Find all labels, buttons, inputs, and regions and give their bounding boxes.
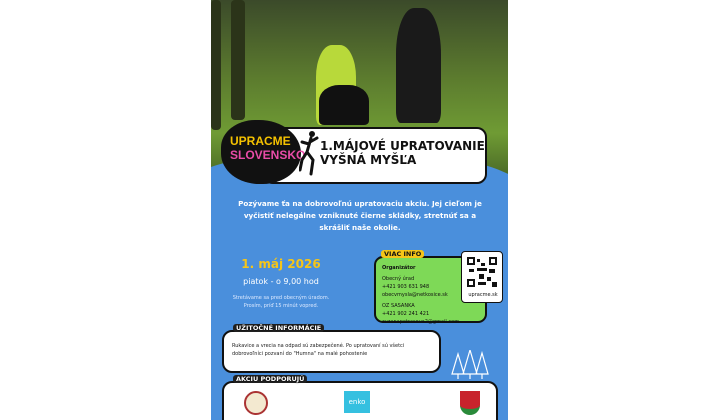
supporters-heading: AKCIU PODPORUJÚ bbox=[233, 375, 307, 383]
supporters-box bbox=[222, 381, 498, 420]
organizer-label: Organizátor bbox=[382, 265, 416, 271]
qr-code[interactable] bbox=[461, 251, 503, 303]
logo-line-2: SLOVENSKO bbox=[230, 148, 306, 162]
poster bbox=[211, 0, 508, 420]
contact-phone: +421 902 241 421 bbox=[382, 311, 430, 317]
logo-line-1: UPRACME bbox=[230, 134, 291, 148]
title-line-1: 1.MÁJOVÉ UPRATOVANIE bbox=[320, 139, 485, 153]
meeting-note: Stretávame sa pred obecným úradom. Prosím, príď 15 minút vopred. bbox=[232, 295, 330, 309]
event-date: 1. máj 2026 bbox=[241, 257, 321, 271]
title-line-2: VYŠNÁ MYŠĽA bbox=[320, 153, 417, 167]
useful-info-box bbox=[222, 330, 441, 373]
upracme-slovensko-logo bbox=[221, 120, 306, 184]
more-info-heading: VIAC INFO bbox=[381, 250, 424, 258]
qr-label: upracme.sk bbox=[468, 292, 498, 298]
contact-line: OZ SASANKA bbox=[382, 303, 415, 309]
coat-of-arms-logo bbox=[460, 391, 480, 415]
trees-icon bbox=[451, 350, 489, 380]
contact-phone: +421 903 631 948 bbox=[382, 284, 430, 290]
contact-line: Obecný úrad bbox=[382, 276, 415, 282]
event-time: piatok - o 9,00 hod bbox=[243, 277, 319, 286]
intro-text: Pozývame ťa na dobrovoľnú upratovaciu akciu. Jej cieľom je vyčistiť nelegálne vzniknuté čierne skládky, stretnúť sa a skrášliť naše okolie. bbox=[238, 199, 482, 232]
contact-email[interactable]: obecvmysla@netkosice.sk bbox=[382, 292, 448, 298]
enko-logo: enko bbox=[344, 391, 370, 413]
village-seal-logo bbox=[244, 391, 268, 415]
useful-info-text: Rukavice a vrecia na odpad sú zabezpečené. Po upratovaní sú všetci dobrovoľníci pozvaní do "Humna" na malé pohostenie bbox=[232, 343, 405, 357]
useful-info-heading: UŽITOČNÉ INFORMÁCIE bbox=[233, 324, 324, 332]
contact-email[interactable]: zuzanapetrasova2@gmail.com bbox=[382, 319, 460, 325]
runner-silhouette-icon bbox=[299, 130, 319, 178]
